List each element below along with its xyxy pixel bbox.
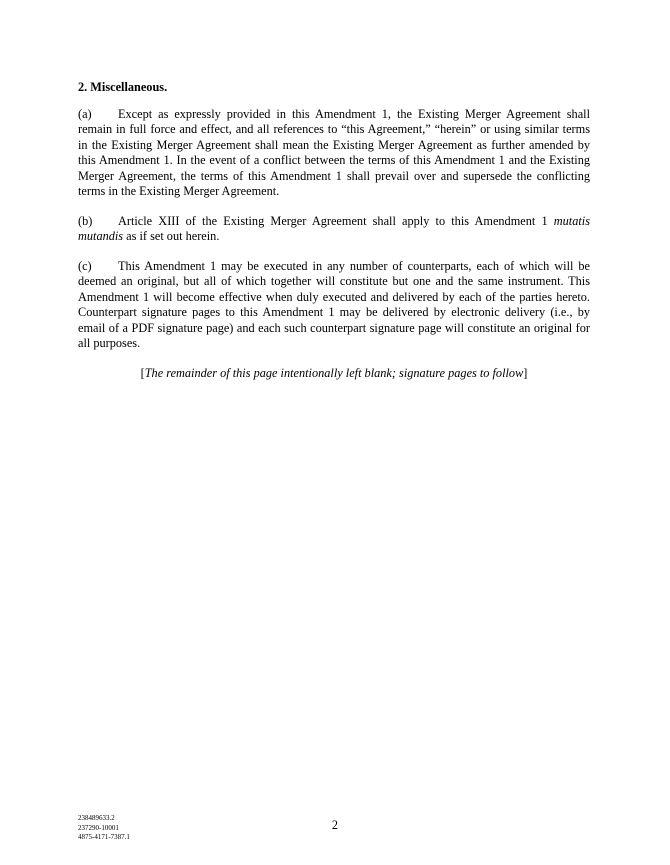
latin-phrase: mutatis mutandis [78, 213, 590, 243]
note-open-bracket: [ [140, 365, 145, 380]
doc-id-line: 237290-10001 [78, 823, 119, 832]
doc-id-line: 238489633.2 [78, 814, 115, 822]
paragraph-text: Article XIII of the Existing Merger Agreement shall apply to this Amendment 1 [118, 213, 554, 228]
paragraph-a [78, 107, 590, 200]
section-heading: 2. Miscellaneous. [78, 80, 168, 94]
doc-id-line: 4875-4171-7387.1 [78, 833, 130, 841]
note-close-bracket: ] [523, 365, 528, 380]
paragraph-label: (c) [78, 258, 92, 273]
paragraph-c [78, 259, 590, 352]
paragraph-label: (a) [78, 106, 92, 121]
paragraph-text-end: as if set out herein. [123, 229, 220, 243]
paragraph-b [78, 214, 590, 245]
paragraph-text: This Amendment 1 may be executed in any number of counterparts, each of which will be deemed an original, but all of which together will constitute but one and the same instrument. This Amendment 1 will become effective when duly executed and delivered by each of the parties hereto. Counterpart signature pages to this Amendment 1 may be delivered by electronic delivery (i.e., by email of a PDF signature page) and each such counterpart signature page will constitute an original for all purposes. [78, 258, 590, 350]
paragraph-label: (b) [78, 213, 93, 228]
page-number: 2 [331, 818, 339, 832]
document-body [78, 80, 590, 381]
note-text: The remainder of this page intentionally left blank; signature pages to follow [144, 365, 524, 380]
blank-page-note [78, 366, 590, 382]
paragraph-text: Except as expressly provided in this Amendment 1, the Existing Merger Agreement shall remain in full force and effect, and all references to “this Agreement,” “herein” or using similar terms in the Existing Merger Agreement shall mean the Existing Merger Agreement as further amended by this Amendment 1. In the event of a conflict between the terms of this Amendment 1 and the Existing Merger Agreement, the terms of this Amendment 1 shall prevail over and supersede the conflicting terms in the Existing Merger Agreement. [78, 106, 590, 198]
